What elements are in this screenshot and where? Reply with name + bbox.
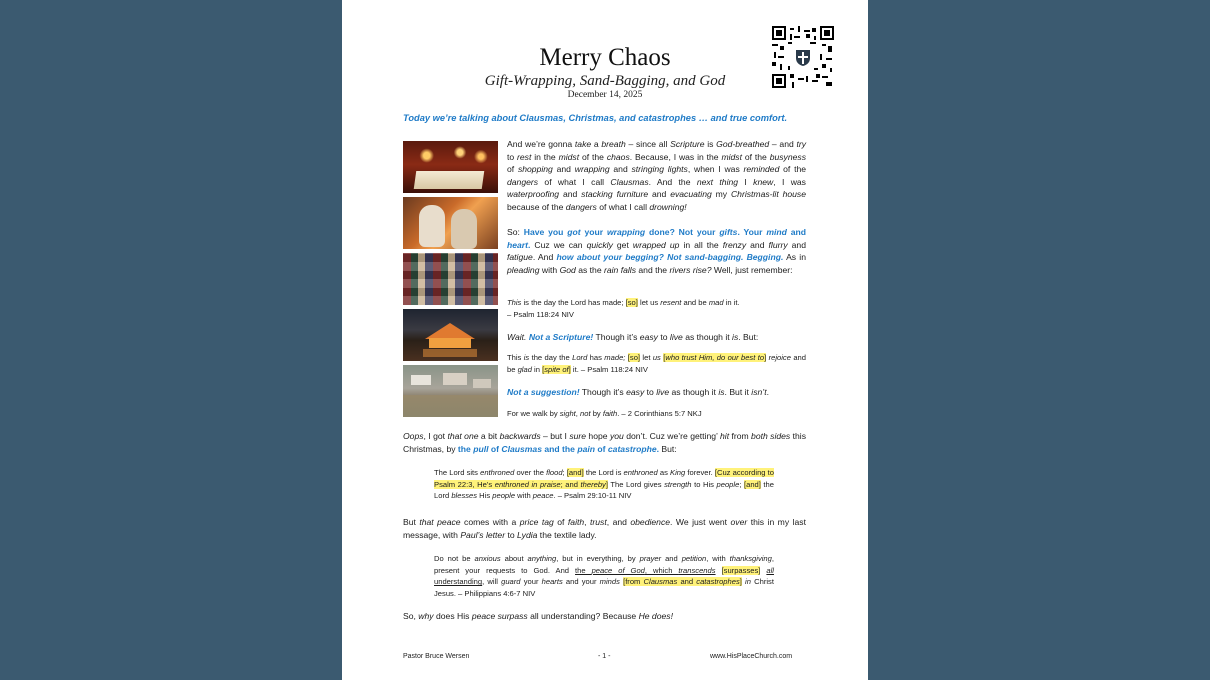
paragraph-closing: So, why does His peace surpass all understanding? Because He does! (403, 611, 673, 621)
qr-code-icon (772, 26, 834, 88)
holiday-collage-photo (403, 253, 498, 305)
photo-column (403, 141, 499, 421)
document-title: Merry Chaos (539, 44, 671, 71)
document-subtitle: Gift-Wrapping, Sand-Bagging, and God (484, 73, 726, 89)
paragraph-so: So: Have you got your wrapping done? Not your gifts. Your mind and heart. Cuz we can quickly get wrapped up in all the frenzy and flurry and fatigue. And how about your begging? Not sand-bagging. Begging. As in pleading with God as the rain falls and the rivers rise? Well, just remember: (507, 227, 806, 275)
scripture-2-corinthians: For we walk by sight, not by faith. – 2 Corinthians 5:7 NKJ (507, 409, 702, 418)
document-date: December 14, 2025 (567, 90, 643, 100)
footer-website[interactable]: www.HisPlaceChurch.com (710, 653, 793, 660)
scripture-psalm-29: The Lord sits enthroned over the flood; [and] the Lord is enthroned as King forever. [Cuz according to Psalm 22:3, He’s enthroned in praise; and thereby] The Lord gives strength to His people; [and] the Lord blesses His people with peace. – Psalm 29:10-11 NIV (434, 468, 774, 501)
scripture-psalm-118-right: This is the day the Lord has made; [so] let us [who trust Him, do our best to] rejoice and be glad in [spite of] it. – Psalm 118:24 NIV (507, 353, 807, 374)
flooded-neighborhood-photo (403, 365, 498, 417)
cozy-socks-fireplace-photo (403, 197, 498, 249)
scripture-psalm-118-wrong: This is the day the Lord has made; [so] let us resent and be mad in it. – Psalm 118:24 NIV (507, 298, 740, 319)
candles-and-bible-photo (403, 141, 498, 193)
paragraph-wait: Wait. Not a Scripture! Though it’s easy to live as though it is. But: (507, 332, 759, 342)
paragraph-not-suggestion: Not a suggestion! Though it’s easy to live as though it is. But it isn’t. (507, 387, 769, 397)
document-page (342, 0, 868, 680)
paragraph-price-tag: But that peace comes with a price tag of faith, trust, and obedience. We just went over this in my last message, with Paul’s letter to Lydia the textile lady. (403, 517, 806, 540)
paragraph-oops: Oops, I got that one a bit backwards – but I sure hope you don’t. Cuz we’re getting’ hit from both sides this Christmas, by the pull of Clausmas and the pain of catastrophe. But: (403, 431, 806, 454)
footer-author: Pastor Bruce Wersen (403, 653, 470, 660)
scripture-philippians: Do not be anxious about anything, but in everything, by prayer and petition, with thanksgiving, present your requests to God. And the peace of God, which transcends [surpasses] all understanding, will guard your hearts and your minds [from Clausmas and catastrophes] in Christ Jesus. – Philippians 4:6-7 NIV (434, 554, 774, 598)
paragraph-intro: And we’re gonna take a breath – since all Scripture is God-breathed – and try to rest in the midst of the chaos. Because, I was in the midst of the busyness of shopping and wrapping and stringing lights, when I was reminded of the dangers of what I call Clausmas. And the next thing I knew, I was waterproofing and stacking furniture and evacuating my Christmas-lit house because of the dangers of what I call drowning! (507, 139, 807, 212)
tagline: Today we’re talking about Clausmas, Christmas, and catastrophes … and true comfort. (403, 113, 788, 123)
lit-house-night-photo (403, 309, 498, 361)
footer-page-number: - 1 - (598, 653, 611, 660)
